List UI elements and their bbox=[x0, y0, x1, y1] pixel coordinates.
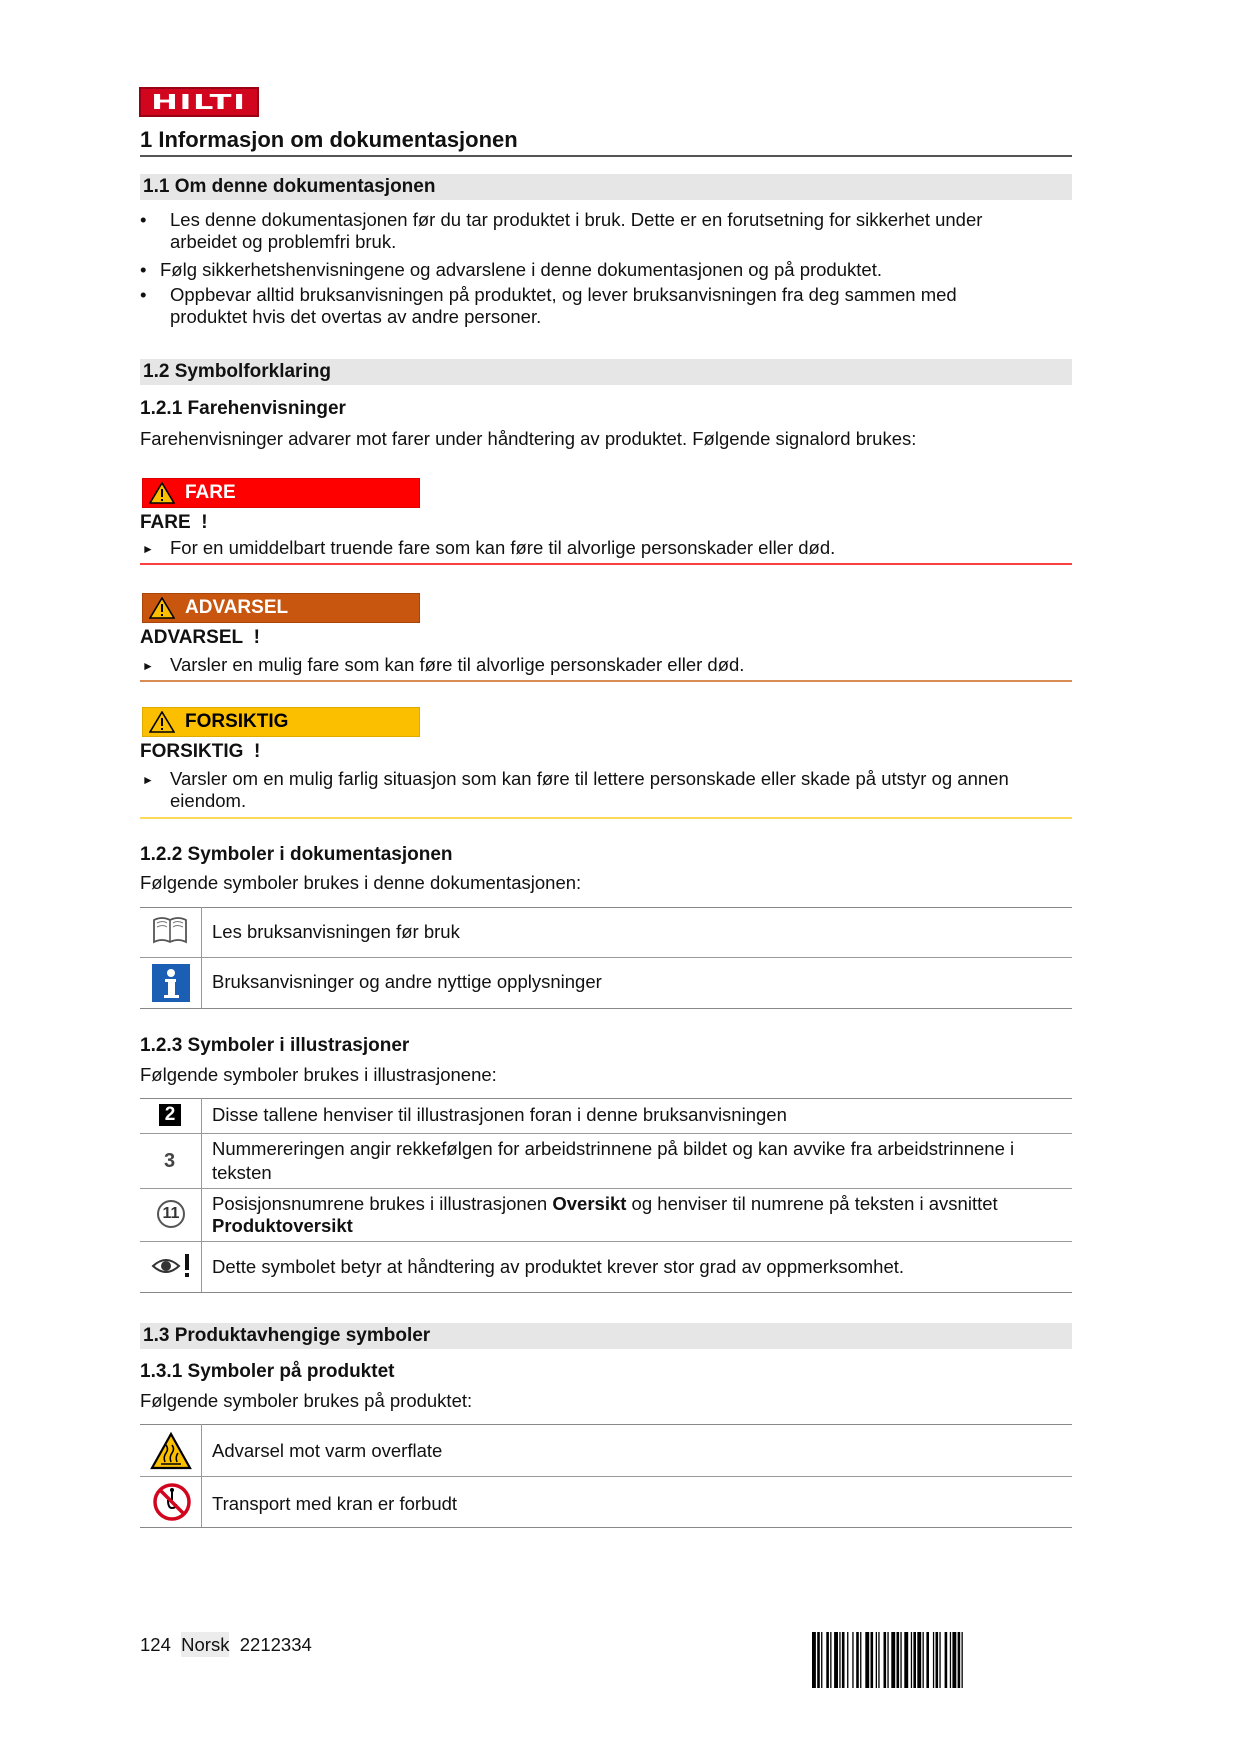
forsiktig-signal-bar bbox=[142, 707, 420, 737]
bullet-text-3b: produktet hvis det overtas av andre personer. bbox=[170, 306, 542, 327]
eye-attention-icon bbox=[151, 1252, 193, 1285]
forsiktig-rule bbox=[140, 817, 1072, 819]
doc-symbol-text-2: Bruksanvisninger og andre nyttige opplysninger bbox=[212, 971, 602, 992]
forsiktig-excl: ! bbox=[254, 741, 261, 762]
illus-symbol-text-3d: Produktoversikt bbox=[212, 1215, 353, 1236]
section-title-1-1: 1.1 Om denne dokumentasjonen bbox=[143, 176, 436, 197]
table-rule bbox=[140, 1098, 1072, 1099]
warning-triangle-icon bbox=[149, 597, 175, 619]
barcode-icon bbox=[812, 1632, 1072, 1688]
bullet-text-3: Oppbevar alltid bruksanvisningen på produktet, og lever bruksanvisningen fra deg sammen med bbox=[170, 284, 957, 305]
subsection-title-1-3-1: 1.3.1 Symboler på produktet bbox=[140, 1361, 395, 1382]
info-icon bbox=[152, 964, 190, 1007]
chapter-rule bbox=[140, 155, 1072, 157]
advarsel-heading-word: ADVARSEL bbox=[140, 627, 244, 648]
fare-heading-word: FARE bbox=[140, 512, 191, 533]
book-icon bbox=[152, 916, 188, 951]
fare-excl: ! bbox=[201, 512, 208, 533]
bullet-text-2: Følg sikkerhetshenvisningene og advarslene i denne dokumentasjonen og på produktet. bbox=[160, 259, 882, 280]
bullet-text-1: Les denne dokumentasjonen før du tar produktet i bruk. Dette er en forutsetning for sikkerhet under bbox=[170, 209, 983, 230]
fare-heading bbox=[140, 512, 208, 534]
product-symbols-intro: Følgende symboler brukes på produktet: bbox=[140, 1390, 473, 1411]
fare-label: FARE bbox=[185, 482, 236, 503]
hilti-logo bbox=[139, 87, 259, 117]
illus-symbol-text-2: Nummereringen angir rekkefølgen for arbeidstrinnene på bildet og kan avvike fra arbeidstrinnene i bbox=[212, 1138, 1015, 1159]
table-rule bbox=[140, 1292, 1072, 1293]
forsiktig-heading-word: FORSIKTIG bbox=[140, 741, 244, 762]
product-symbol-text-1: Advarsel mot varm overflate bbox=[212, 1440, 443, 1461]
doc-symbols-intro: Følgende symboler brukes i denne dokumentasjonen: bbox=[140, 872, 582, 893]
illus-symbol-text-4: Dette symbolet betyr at håndtering av produktet krever stor grad av oppmerksomhet. bbox=[212, 1256, 905, 1277]
product-symbol-text-2: Transport med kran er forbudt bbox=[212, 1493, 458, 1514]
forsiktig-heading bbox=[140, 741, 260, 763]
illus-symbols-intro: Følgende symboler brukes i illustrasjonene: bbox=[140, 1064, 497, 1085]
forsiktig-label: FORSIKTIG bbox=[185, 711, 289, 732]
forsiktig-text-2: eiendom. bbox=[170, 790, 247, 811]
illus-symbol-text-1: Disse tallene henviser til illustrasjonen foran i denne bruksanvisningen bbox=[212, 1104, 787, 1125]
table-rule bbox=[140, 1424, 1072, 1425]
table-divider bbox=[201, 907, 202, 1009]
warning-triangle-icon bbox=[149, 711, 175, 733]
circled-number-icon: 11 bbox=[157, 1200, 185, 1228]
subsection-title-1-2-2: 1.2.2 Symboler i dokumentasjonen bbox=[140, 844, 453, 865]
fare-text: For en umiddelbart truende fare som kan føre til alvorlige personskader eller død. bbox=[170, 537, 836, 558]
bullet-dot: • bbox=[140, 284, 147, 305]
section-title-1-2: 1.2 Symbolforklaring bbox=[143, 361, 331, 382]
section-title-1-3: 1.3 Produktavhengige symboler bbox=[143, 1325, 431, 1346]
language-label: Norsk bbox=[181, 1634, 230, 1655]
subsection-title-1-2-3: 1.2.3 Symboler i illustrasjoner bbox=[140, 1035, 410, 1056]
illus-symbol-text-2b: teksten bbox=[212, 1162, 272, 1183]
table-rule bbox=[140, 1188, 1072, 1189]
footer bbox=[140, 1634, 312, 1656]
hazard-intro: Farehenvisninger advarer mot farer under håndtering av produktet. Følgende signalord brukes: bbox=[140, 428, 917, 449]
table-rule bbox=[140, 957, 1072, 958]
number-icon: 3 bbox=[164, 1150, 176, 1172]
hot-surface-warning-icon bbox=[150, 1432, 192, 1475]
bullet-dot: • bbox=[140, 209, 147, 230]
bullet-text-1b: arbeidet og problemfri bruk. bbox=[170, 231, 397, 252]
fare-rule bbox=[140, 563, 1072, 565]
chapter-heading: 1 Informasjon om dokumentasjonen bbox=[140, 127, 518, 152]
illus-text-3a: Posisjonsnumrene brukes i illustrasjonen bbox=[212, 1193, 553, 1214]
subsection-title-1-2-1: 1.2.1 Farehenvisninger bbox=[140, 398, 346, 419]
page-number: 124 bbox=[140, 1634, 171, 1655]
illus-symbol-text-3 bbox=[212, 1193, 998, 1215]
advarsel-text: Varsler en mulig fare som kan føre til alvorlige personskader eller død. bbox=[170, 654, 745, 675]
advarsel-heading bbox=[140, 627, 260, 649]
no-crane-transport-icon bbox=[152, 1482, 192, 1527]
boxed-number-icon: 2 bbox=[159, 1104, 181, 1126]
fare-signal-bar bbox=[142, 478, 420, 508]
arrow-bullet: ► bbox=[142, 659, 154, 673]
illus-text-3b: Oversikt bbox=[552, 1193, 627, 1214]
table-divider bbox=[201, 1098, 202, 1293]
warning-triangle-icon bbox=[149, 482, 175, 504]
table-rule bbox=[140, 907, 1072, 908]
forsiktig-text: Varsler om en mulig farlig situasjon som kan føre til lettere personskade eller skade på utstyr og annen bbox=[170, 768, 1009, 789]
advarsel-rule bbox=[140, 680, 1072, 682]
illus-text-3c: og henviser til numrene på teksten i avsnittet bbox=[626, 1193, 998, 1214]
bullet-dot: • bbox=[140, 259, 147, 280]
table-rule bbox=[140, 1476, 1072, 1477]
table-rule bbox=[140, 1133, 1072, 1134]
advarsel-excl: ! bbox=[253, 627, 260, 648]
advarsel-label: ADVARSEL bbox=[185, 597, 289, 618]
logo-text: HILTI bbox=[151, 90, 247, 114]
arrow-bullet: ► bbox=[142, 542, 154, 556]
doc-symbol-text-1: Les bruksanvisningen før bruk bbox=[212, 921, 460, 942]
advarsel-signal-bar bbox=[142, 593, 420, 623]
table-rule bbox=[140, 1008, 1072, 1009]
table-rule bbox=[140, 1241, 1072, 1242]
document-number: 2212334 bbox=[239, 1634, 312, 1655]
arrow-bullet: ► bbox=[142, 773, 154, 787]
table-rule bbox=[140, 1527, 1072, 1528]
